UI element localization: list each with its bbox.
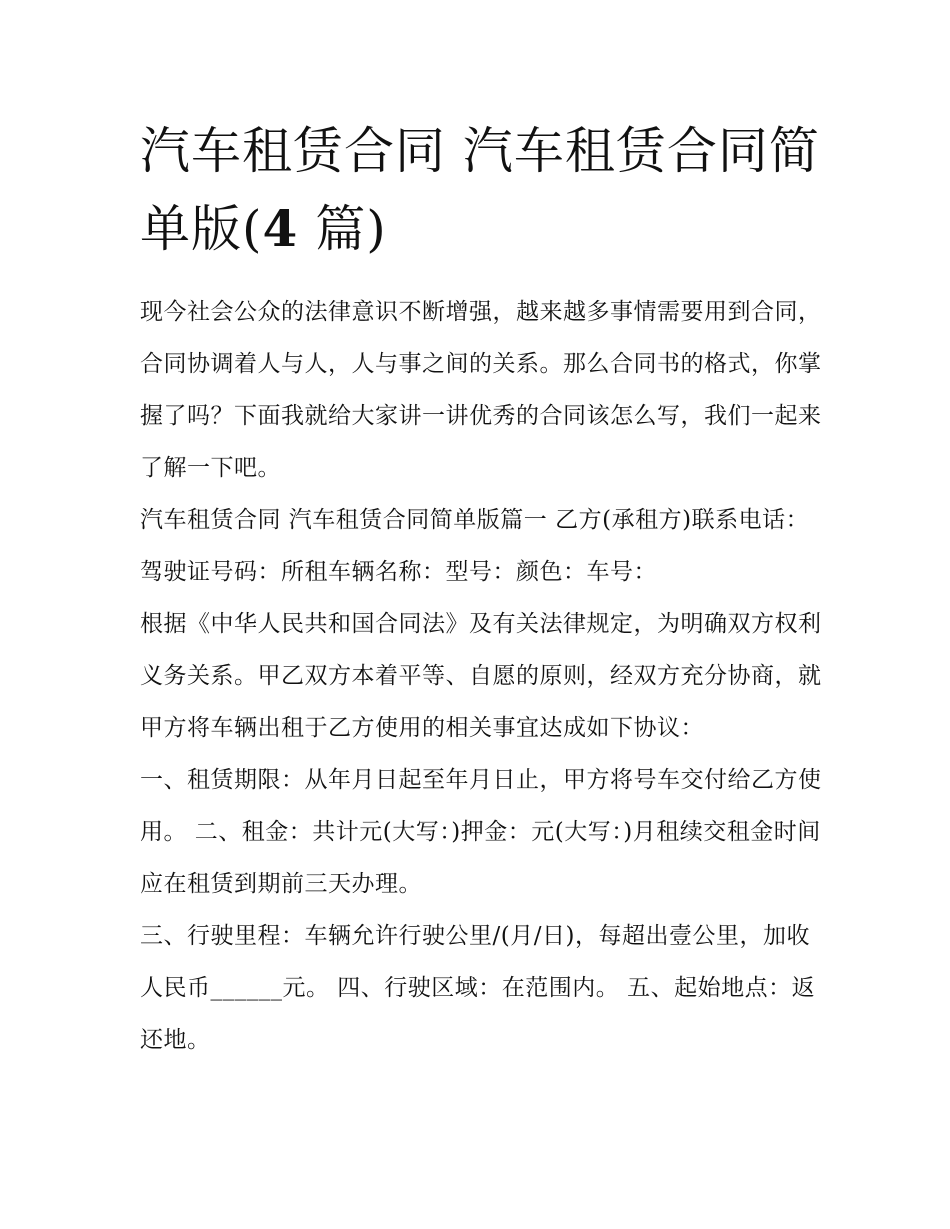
document-body [140, 286, 830, 1066]
mileage-and-area-paragraph: 三、行驶里程：车辆允许行驶公里/(月/日)，每超出壹公里，加收人民币______元。 四、行驶区域：在范围内。 五、起始地点：返还地。 [140, 923, 816, 1053]
document-page [140, 112, 830, 1066]
document-title [140, 112, 830, 268]
term-and-rent-paragraph: 一、租赁期限：从年月日起至年月日止，甲方将号车交付给乙方使用。 二、租金：共计元(大写：)押金：元(大写：)月租续交租金时间应在租赁到期前三天办理。 [140, 767, 822, 897]
title-article-count: 4 [262, 199, 299, 258]
lessee-info-paragraph: 汽车租赁合同 汽车租赁合同简单版篇一 乙方(承租方)联系电话： 驾驶证号码：所租车辆名称：型号：颜色：车号： [140, 507, 810, 585]
intro-paragraph: 现今社会公众的法律意识不断增强，越来越多事情需要用到合同，合同协调着人与人，人与事之间的关系。那么合同书的格式，你掌握了吗？下面我就给大家讲一讲优秀的合同该怎么写，我们一起来了解一下吧。 [140, 299, 822, 481]
title-line-1: 汽车租赁合同 汽车租赁合同简 [140, 122, 820, 180]
title-line-2-prefix: 单版( [140, 200, 263, 258]
title-line-2-suffix: 篇) [298, 200, 387, 258]
legal-basis-paragraph: 根据《中华人民共和国合同法》及有关法律规定，为明确双方权利义务关系。甲乙双方本着平等、自愿的原则，经双方充分协商，就甲方将车辆出租于乙方使用的相关事宜达成如下协议： [140, 611, 822, 741]
